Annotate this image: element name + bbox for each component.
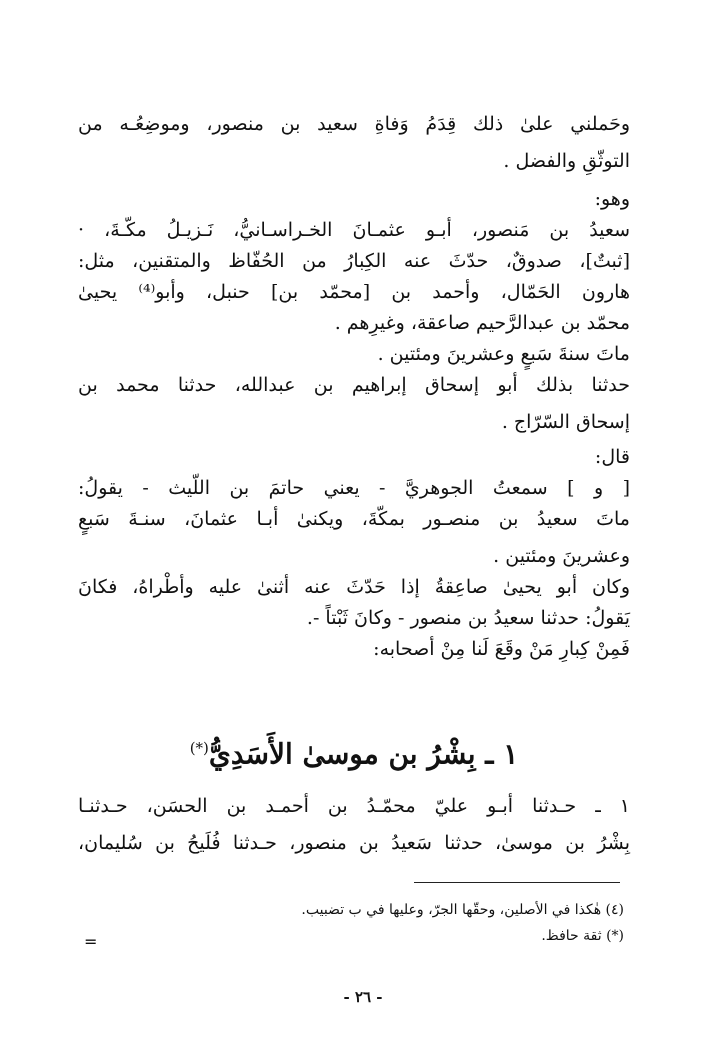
- entry-heading-marker: (*): [189, 739, 209, 757]
- page-number: - ٢٦ -: [343, 988, 383, 1006]
- footnote-star: (*) ثقة حافظ.: [541, 928, 624, 944]
- body-line-8: ماتَ سنةَ سَبعٍ وعشرينَ ومئتين .: [377, 343, 630, 365]
- body-line-14: وعشرينَ ومئتين .: [493, 545, 630, 567]
- body-line-5: [ثبتٌ]، صدوقٌ، حدّثَ عنه الكِبارُ من الحُفّاظ والمتقنين، مثل:: [78, 250, 630, 272]
- footnote-divider: [414, 882, 620, 883]
- body-line-3: وهو:: [594, 188, 630, 210]
- footnote-4: (٤) هٰكذا في الأصلين، وحقّها الجرّ، وعليها في ب تضبيب.: [301, 902, 624, 918]
- body-line-13: ماتَ سعيدُ بن منصـور بمكّةَ، ويكنىٰ أبـا عثمانَ، سنـةَ سَبعٍ: [78, 508, 630, 530]
- footnotes: [78, 897, 624, 949]
- hadith-line-1: ١ ـ حـدثنا أبـو عليّ محمّـدُ بن أحمـد بن الحسَن، حـدثنـا: [78, 795, 630, 817]
- hadith-line-2: بِشْرُ بن موسىٰ، حدثنا سَعيدُ بن منصور، حـدثنا فُلَيحُ بن سُليمان،: [78, 832, 630, 854]
- body-line-6: هارون الحَمّال، وأحمد بن [محمّد بن] حنبل، وأبو⁽⁴⁾ يحيىٰ: [78, 281, 630, 303]
- entry-heading-title: ١ ـ بِشْرُ بن موسىٰ الأَسَدِيُّ: [208, 737, 519, 771]
- body-line-7: محمّد بن عبدالرَّحيم صاعقة، وغيرِهم .: [334, 312, 630, 334]
- body-line-11: قال:: [594, 446, 630, 468]
- body-line-15: وكان أبو يحيىٰ صاعِقةُ إذا حَدّثَ عنه أثنىٰ عليه وأطْراهُ، فكانَ: [78, 576, 630, 598]
- hadith-text: [78, 794, 630, 856]
- continuation-mark: =: [84, 932, 98, 951]
- body-line-16: يَقولُ: حدثنا سعيدُ بن منصور - وكانَ ثَبْتاً -.: [306, 607, 630, 629]
- body-line-12: [ و ] سمعتُ الجوهريَّ - يعني حاتمَ بن اللّيث - يقولُ:: [78, 477, 630, 499]
- body-line-2: التوثّقِ والفضل .: [503, 150, 630, 172]
- main-text: [78, 112, 630, 662]
- body-line-1: وحَملني علىٰ ذلك قِدَمُ وَفاةِ سعيد بن منصور، وموضِعُـه من: [78, 113, 630, 135]
- body-line-10: إسحاق السّرّاج .: [501, 411, 630, 433]
- body-line-4: سعيدُ بن مَنصور، أبـو عثمـانَ الخـراسـانيُّ، نَـزيـلُ مكّـةَ، ·: [78, 219, 630, 241]
- body-line-17: فَمِنْ كِبارِ مَنْ وقَعَ لَنا مِنْ أصحابه:: [373, 638, 630, 660]
- entry-heading: [78, 728, 630, 774]
- body-line-9: حدثنا بذلك أبو إسحاق إبراهيم بن عبدالله، حدثنا محمد بن: [78, 374, 630, 396]
